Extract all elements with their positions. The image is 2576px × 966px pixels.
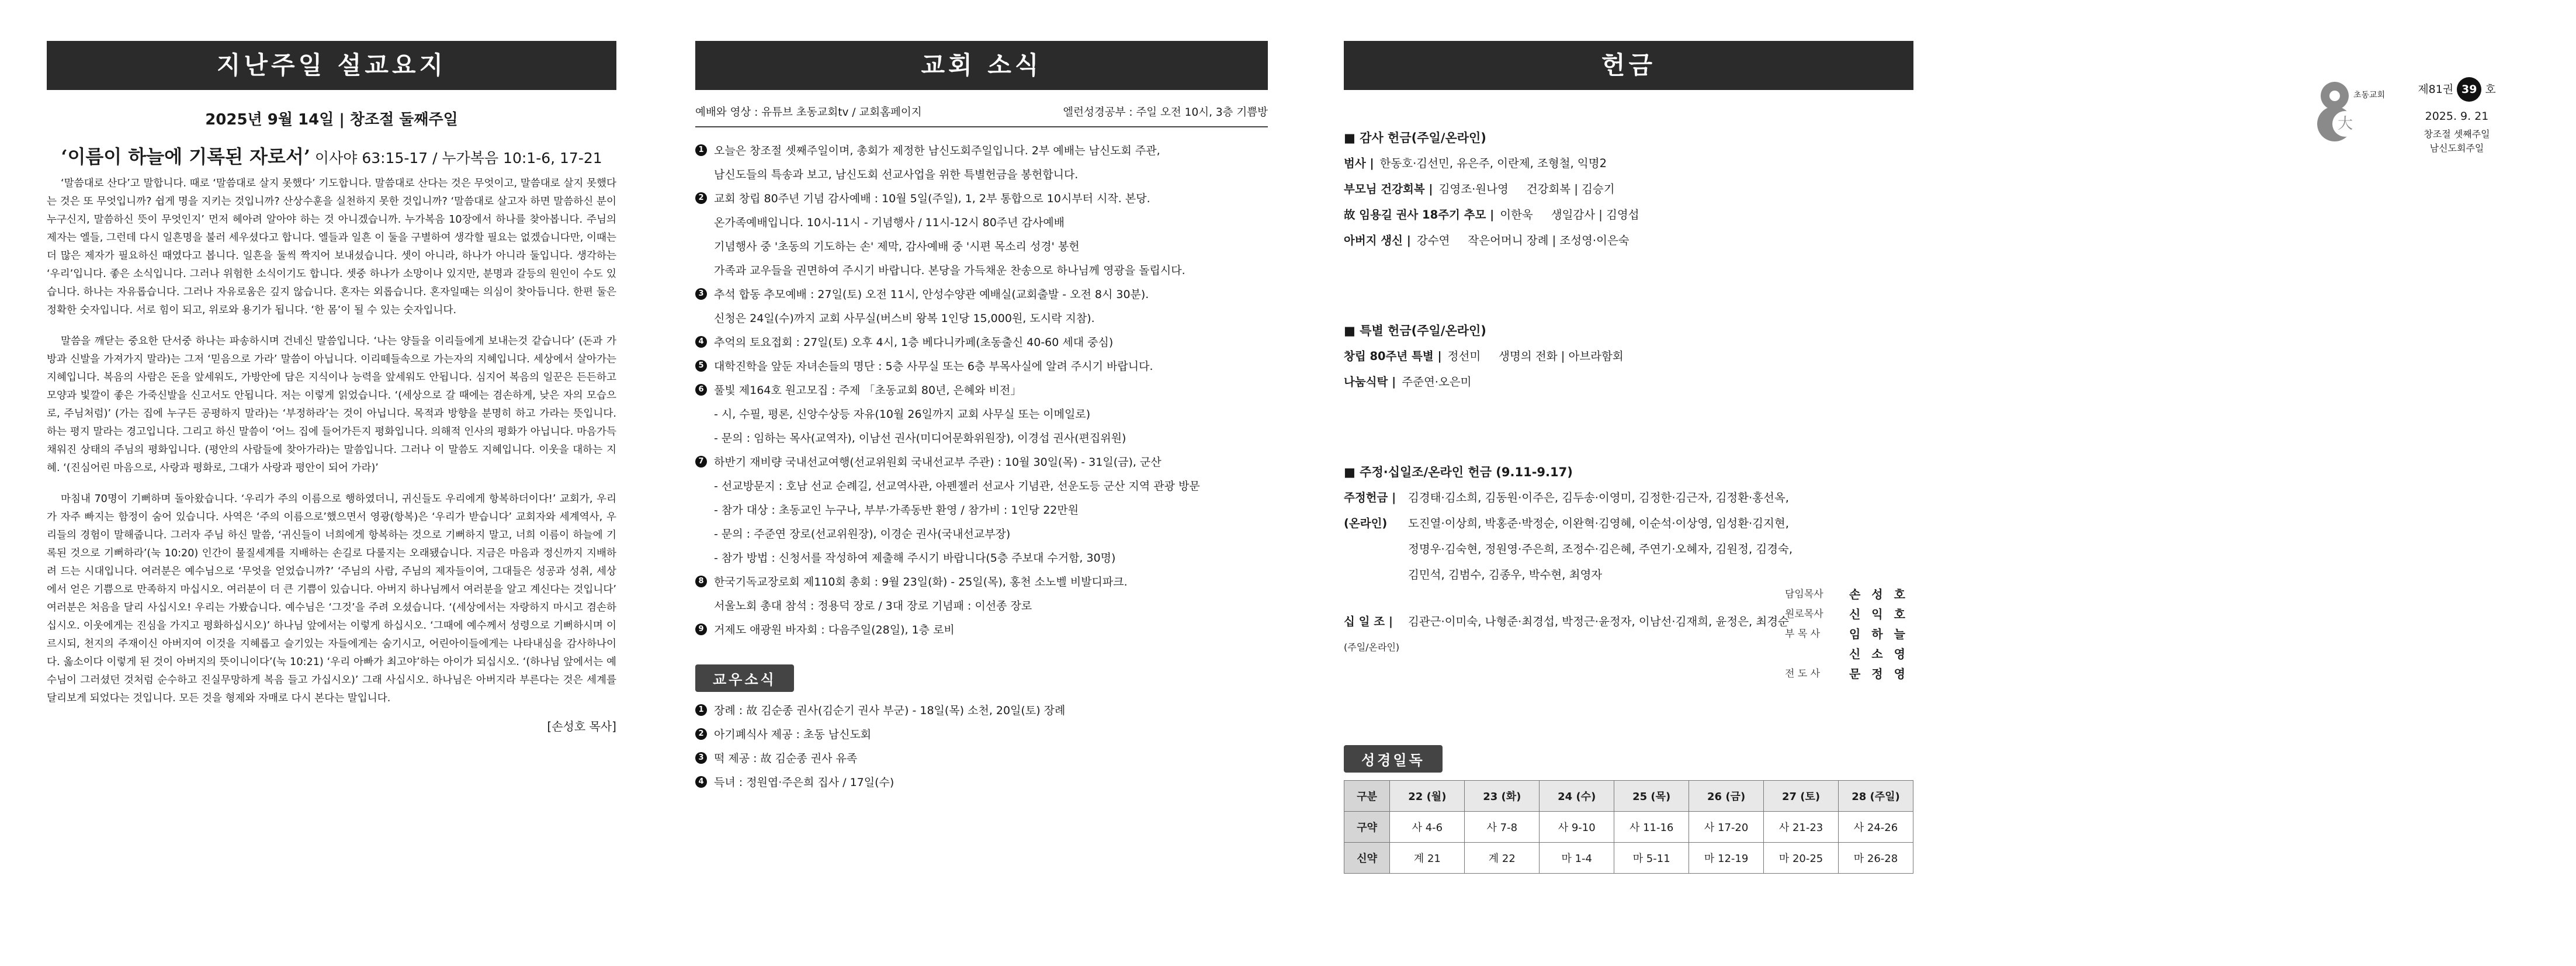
news-line: 대학진학을 앞둔 자녀손들의 명단 : 5층 사무실 또는 6층 부목사실에 알려 주시기 바랍니다.	[714, 360, 1153, 373]
news-line: 기념행사 중 '초동의 기도하는 손' 제막, 감사예배 중 '시편 목소리 성경' 봉헌	[714, 240, 1080, 253]
offering-column	[1344, 41, 1913, 953]
thanks-offering-section	[1344, 125, 1913, 254]
offering-row	[1344, 176, 1913, 202]
offering-label: 범사 |	[1344, 157, 1374, 170]
offering-names: 정선미 생명의 전화 | 아브라함회	[1447, 349, 1624, 363]
sermon-date: 2025년 9월 14일 | 창조절 둘째주일	[205, 111, 458, 129]
member-news-text: 아기폐식사 제공 : 초동 남신도회	[714, 728, 872, 741]
tithe-names: 김관근·이미숙, 나형준·최경섭, 박정근·윤정자, 이남선·김재희, 윤정은, 최경순	[1408, 615, 1789, 628]
bible-reading-row-label: 신약	[1344, 843, 1390, 874]
tithe-labels	[1344, 609, 1408, 660]
bible-reading-row	[1344, 812, 1913, 843]
offering-row	[1344, 228, 1913, 254]
news-line: - 시, 수필, 평론, 신앙수상등 자유(10월 26일까지 교회 사무실 또는 이메일로)	[714, 408, 1091, 421]
staff-role: 담임목사	[1785, 588, 1823, 600]
news-line: - 문의 : 주준연 장로(선교위원장), 이경순 권사(국내선교부장)	[714, 528, 1011, 541]
news-item	[695, 139, 1268, 187]
bible-reading-header-cell: 27 (토)	[1764, 781, 1839, 812]
volume: 제81권	[2418, 83, 2454, 96]
bible-reading-cell: 마 12-19	[1689, 843, 1764, 874]
sermon-signature: [손성호 목사]	[547, 719, 616, 733]
bible-reading-cell: 마 1-4	[1540, 843, 1614, 874]
weekly-offering-line: 정명우·김숙현, 정원영·주은희, 조정수·김은혜, 주연기·오혜자, 김원정, 김경숙,	[1408, 542, 1793, 556]
staff-row	[1785, 604, 1913, 624]
offering-names: 주준연·오은미	[1402, 375, 1472, 389]
offering-label: 창립 80주년 특별 |	[1344, 349, 1442, 363]
bible-reading-cell: 마 20-25	[1764, 843, 1839, 874]
staff-role: 부 목 사	[1785, 628, 1821, 640]
offering-row	[1344, 151, 1913, 176]
news-line: - 참가 대상 : 초동교인 누구나, 부부·가족동반 환영 / 참가비 : 1인당 22만원	[714, 504, 1079, 517]
worship-info-left: 예배와 영상 : 유튜브 초동교회tv / 교회홈페이지	[695, 106, 922, 119]
news-number-badge: 3	[695, 288, 707, 300]
bible-reading-row-label: 구약	[1344, 812, 1390, 843]
sermon-column	[47, 41, 616, 734]
bible-reading-cell: 사 4-6	[1390, 812, 1465, 843]
staff-row	[1785, 664, 1913, 684]
offering-label: 아버지 생신 |	[1344, 234, 1411, 247]
news-line: 신청은 24일(수)까지 교회 사무실(버스비 왕복 1인당 15,000원, 도시락 지참).	[714, 312, 1095, 325]
church-logo	[2308, 76, 2386, 146]
bible-reading-header-cell: 22 (월)	[1390, 781, 1465, 812]
weekly-offering-section	[1344, 459, 1913, 588]
news-list	[695, 139, 1268, 642]
staff-name: 손 성 호	[1849, 587, 1909, 601]
bible-reading-table	[1344, 780, 1913, 874]
news-item	[695, 379, 1268, 451]
staff-role	[1785, 644, 1849, 664]
news-line: 교회 창립 80주년 기념 감사예배 : 10월 5일(주일), 1, 2부 통합으로 10시부터 시작. 본당.	[714, 192, 1150, 205]
bible-reading-row	[1344, 843, 1913, 874]
bible-reading-cell: 사 11-16	[1614, 812, 1689, 843]
member-news-item	[695, 699, 1268, 723]
news-line: - 참가 방법 : 신청서를 작성하여 제출해 주시기 바랍니다(5층 주보대 수거함, 30명)	[714, 552, 1116, 565]
news-column	[695, 41, 1268, 795]
sermon-paragraph: ‘말씀대로 산다’고 말합니다. 때로 ‘말씀대로 살지 못했다’ 기도합니다. 말씀대로 산다는 것은 무엇이고, 말씀대로 살지 못했다는 것은 또 무엇입니까? 쉽게 명을 지키는 것입니까? 산상수훈을 실천하지 못한 것입니까? ‘말씀대로 살고자 하면 말씀하신 분이 누구신지, 말씀하신 뜻이 무엇인지’ 먼저 헤아려 알아야 하는 것 아니겠습니까. 누가복음 10장에서 하나를 찾아봅니다. 주님의 제자는 엘들, 그런데 다시 일흔명을 불러 세우셨다고 합니다. 엘들과 일흔 이 둘을 구별하여 생각할 필요는 없겠습니다만, 이때는 더 많은 제자가 필요하신 때였다고 봅니다. 일흔을 둘씩 짝지어 보내셨습니다. 셋이 아니라, 하나가 아니라 둘입니다. 생각하는 ‘우리’입니다. 좋은 소식입니다. 그러나 위험한 소식이기도 합니다. 셋중 하나가 소망이나 있지만, 분명과 갈등의 원인이 수도 있습니다. 하나는 자유롭습니다. 그러나 자유로움은 깊지 않습니다. 혼자는 외롭습니다. 혼자일때는 의심이 찾아듭니다. 한편 둘은 정확한 숫자입니다. 서로 힘이 되고, 위로와 용기가 됩니다. ‘한 몸’이 될 수 있는 숫자입니다.	[47, 178, 616, 316]
staff-row	[1785, 644, 1913, 664]
masthead	[2308, 41, 2530, 953]
svg-text:大: 大	[2337, 115, 2353, 133]
news-heading: 교회 소식	[695, 41, 1268, 90]
issue-number: 39	[2457, 77, 2481, 102]
bible-reading-heading-wrap	[1344, 745, 1443, 773]
staff-row	[1785, 624, 1913, 644]
news-number-badge: 1	[695, 144, 707, 156]
member-news-text: 득녀 : 정원엽·주은희 집사 / 17일(수)	[714, 776, 895, 789]
news-line: 거제도 애광원 바자회 : 다음주일(28일), 1층 로비	[714, 624, 955, 636]
special-offering-title: ■ 특별 헌금(주일/온라인)	[1344, 318, 1913, 344]
issue-suffix: 호	[2485, 83, 2496, 96]
news-line: 하반기 재비량 국내선교여행(선교위원회 국내선교부 주관) : 10월 30일(목) - 31일(금), 군산	[714, 456, 1162, 469]
church-name: 초동교회	[2353, 91, 2386, 100]
bible-reading-cell: 사 9-10	[1540, 812, 1614, 843]
news-item	[695, 355, 1268, 379]
news-number-badge: 7	[695, 456, 707, 468]
sermon-heading: 지난주일 설교요지	[47, 41, 616, 90]
bible-reading-cell: 사 21-23	[1764, 812, 1839, 843]
bible-reading-header-cell: 24 (수)	[1540, 781, 1614, 812]
bible-reading-heading: 성경일독	[1344, 745, 1443, 773]
member-news-item	[695, 771, 1268, 795]
weekly-offering-line: 김경태·김소희, 김동원·이주은, 김두송·이영미, 김정한·김근자, 김정환·홍선옥,	[1408, 491, 1789, 504]
member-news-number-badge: 1	[695, 704, 707, 716]
tithe-label: 십 일 조 |	[1344, 615, 1393, 628]
member-news-list	[695, 699, 1268, 795]
bible-reading-cell: 사 7-8	[1465, 812, 1540, 843]
offering-names: 김영조·원나영 건강회복 | 김승기	[1438, 182, 1615, 196]
sermon-paragraph: 마침내 70명이 기뻐하며 돌아왔습니다. ‘우리가 주의 이름으로 행하였더니, 귀신들도 우리에게 항복하더이다!’ 교회가, 우리가 자주 빠지는 함정이 숨어 있습니다. 사역은 ‘주의 이름으로’했으면서 영광(항복)은 ‘우리가 받습니다’ 교회자와 세계역사, 우리들의 경험이 말해줍니다. 그러자 주님 하신 말씀, ‘귀신들이 너희에게 항복하는 것으로 기뻐하지 말고, 너희 이름이 하늘에 기록된 것으로 기뻐하라’(눅 10:20) 인간이 물질세계를 지배하는 손길로 다룰지는 오래됐습니다. 지금은 마음과 정신까지 지배하려 드는 시대입니다. 여러분은 예수님으로 ‘무엇을 얻었습니까?’ ‘주님의 사람, 주님의 제자들이여, 그대들은 성공과 성취, 세상에서 얻은 기쁨으로 만족하지 마십시오. 여러분이 더 큰 기쁨이 있습니다. 아버지 하나님께서 여러분을 알고 계신다는 것입니다’ 여러분은 처음을 달리 사십시오! 우리는 가봤습니다. 예수님은 ‘그것’을 주려 오셨습니다. ‘(세상에서는 자랑하지 마시고 겸손하십시오. 이웃에게는 진심을 가지고 평화하십시오)’ 하나님 앞에서는 이렇게 하십시오. ‘그때에 예수께서 성령으로 기뻐하시며 이르시되, 천지의 주재이신 아버지여 이것을 지혜롭고 슬기있는 자들에게는 숨기시고, 어린아이들에게는 나타내심을 감사하나이다. 옳소이다 이렇게 된 것이 아버지의 뜻이니이다’(눅 10:21) ‘우리 아빠가 최고야’하는 아이가 되십시오. ‘(하나님 앞에서는 예수님이 그러셨던 것처럼 순수하고 진실무망하게 복음 들고 가십시오)’ 그래 사십시오. 하나님은 아버지라 부른다는 것은 세계를 달리보게 되었다는 것입니다. 모든 것을 형제와 자매로 다시 본다는 말입니다.	[47, 493, 616, 704]
weekly-offering-sublabel: (온라인)	[1344, 517, 1388, 530]
bible-reading-cell: 계 22	[1465, 843, 1540, 874]
weekly-offering-line: 김민석, 김범수, 김종우, 박수현, 최영자	[1408, 568, 1603, 581]
issue-number-row	[2384, 77, 2530, 102]
news-number-badge: 2	[695, 192, 707, 204]
weekly-offering-names	[1408, 485, 1913, 588]
offering-row	[1344, 202, 1913, 228]
news-line: - 선교방문지 : 호남 선교 순례길, 선교역사관, 아펜젤러 선교사 기념관, 선운도등 군산 지역 관광 방문	[714, 480, 1200, 493]
thanks-offering-title: ■ 감사 헌금(주일/온라인)	[1344, 125, 1913, 151]
sermon-paragraph: 말씀을 깨닫는 중요한 단서중 하나는 파송하시며 건네신 말씀입니다. ‘나는 양들을 이리들에게 보내는것 같습니다’ (돈과 가방과 신발을 가져가지 말라)는 그저 ‘믿음으로 가라’ 말씀이 아닙니다. 이리떼들속으로 가는자의 지혜입니다. 세상에서 살아가는 지혜입니다. 복음의 사람은 돈을 앞세워도, 가방안에 담은 지식이나 능력을 앞세워도 안됩니다. 심지어 복음의 일꾼은 든든하고 모양과 빛깔이 좋은 가죽신발을 신고서도 안됩니다. 저는 이렇게 읽었습니다. ‘(세상으로 갈 때에는 겸손하게, 낮은 자의 모습으로, 주님처럼)’ (가는 집에 누구든 공평하지 말라)는 ‘부정하라’는 것이 아닙니다. 목적과 방향을 분명히 하고 가라는 뜻입니다. 하는 평지 말라는 경고입니다. 그리고 하신 말씀이 ‘어느 집에 들어가든지 평화입니다. 의해적 인사의 평화가 아닙니다. 마음가득 채워진 상태의 주님의 평화입니다. (평안의 사람들에 찾아가라)는 말씀입니다. 그러나 이 말씀도 지혜입니다. 이웃을 대하는 지혜. ‘(진심어린 마음으로, 사랑과 평화로, 그대가 사랑과 평안이 되어 가라)’	[47, 335, 616, 474]
bible-reading-header-cell: 26 (금)	[1689, 781, 1764, 812]
bible-reading-cell: 마 5-11	[1614, 843, 1689, 874]
offering-row	[1344, 369, 1913, 395]
news-line: 추억의 토요접회 : 27일(토) 오후 4시, 1층 베다니카페(초동출신 40-60 세대 중심)	[714, 336, 1114, 349]
worship-info-row	[695, 104, 1268, 127]
news-number-badge: 4	[695, 336, 707, 348]
staff-name: 문 정 영	[1849, 667, 1909, 681]
news-line: 풀빛 제164호 원고모집 : 주제 「초동교회 80년, 은혜와 비전」	[714, 384, 1022, 397]
staff-row	[1785, 584, 1913, 604]
special-offering-section	[1344, 318, 1913, 395]
news-item	[695, 283, 1268, 331]
bible-reading-header-cell: 28 (주일)	[1839, 781, 1913, 812]
news-line: 서울노회 총대 참석 : 정용덕 장로 / 3대 장로 기념패 : 이선종 장로	[714, 600, 1032, 612]
member-news-text: 장례 : 故 김순종 권사(김순기 권사 부군) - 18일(목) 소천, 20일(토) 장례	[714, 704, 1066, 717]
bible-reading-header-cell: 25 (목)	[1614, 781, 1689, 812]
tithe-sublabel: (주일/온라인)	[1344, 642, 1400, 653]
offering-label: 부모님 건강회복 |	[1344, 182, 1433, 196]
news-item	[695, 618, 1268, 642]
weekly-offering-labels	[1344, 485, 1408, 588]
sermon-scripture: 이사야 63:15-17 / 누가복음 10:1-6, 17-21	[314, 150, 602, 167]
news-line: 남신도들의 특송과 보고, 남신도회 선교사업을 위한 특별헌금을 봉헌합니다.	[714, 168, 1079, 181]
staff-role: 전 도 사	[1785, 668, 1821, 680]
member-news-number-badge: 3	[695, 752, 707, 764]
bible-reading-cell: 계 21	[1390, 843, 1465, 874]
sermon-title-line	[47, 142, 616, 169]
news-line: 한국기독교장로회 제110회 총회 : 9월 23일(화) - 25일(목), 홍천 소노벨 비발디파크.	[714, 576, 1128, 588]
member-news-number-badge: 4	[695, 776, 707, 788]
news-line: 추석 합동 추모예배 : 27일(토) 오전 11시, 안성수양관 예배실(교회출발 - 오전 8시 30분).	[714, 288, 1149, 301]
staff-name: 임 하 늘	[1849, 627, 1909, 641]
member-news-heading: 교우소식	[695, 664, 794, 692]
weekly-offering-line: 도진열·이상희, 박홍준·박정순, 이완혁·김영혜, 이순석·이상영, 임성환·김지현,	[1408, 517, 1789, 530]
offering-names: 강수연 작은어머니 장례 | 조성영·이은숙	[1416, 234, 1629, 247]
weekly-offering-row	[1344, 485, 1913, 588]
news-line: - 문의 : 임하는 목사(교역자), 이남선 권사(미디어문화위원장), 이경섭 권사(편집위원)	[714, 432, 1126, 445]
weekly-offering-label: 주정헌금 |	[1344, 491, 1396, 504]
bible-reading-cell: 마 26-28	[1839, 843, 1913, 874]
member-news-number-badge: 2	[695, 728, 707, 740]
offering-heading: 헌금	[1344, 41, 1913, 90]
issue-line1: 창조절 셋째주일	[2424, 129, 2490, 140]
news-item	[695, 570, 1268, 618]
offering-label: 故 임용길 권사 18주기 추모 |	[1344, 208, 1495, 221]
news-number-badge: 5	[695, 360, 707, 372]
bible-reading-header-row	[1344, 781, 1913, 812]
news-number-badge: 9	[695, 624, 707, 635]
staff-name: 신 소 영	[1849, 647, 1909, 661]
news-number-badge: 8	[695, 576, 707, 587]
offering-label: 나눔식탁 |	[1344, 375, 1396, 389]
news-line: 오늘은 창조절 셋째주일이며, 총회가 제정한 남신도회주일입니다. 2부 예배는 남신도회 주관,	[714, 144, 1160, 157]
issue-date: 2025. 9. 21	[2425, 110, 2489, 123]
news-number-badge: 6	[695, 384, 707, 396]
weekly-offering-title: ■ 주정·십일조/온라인 헌금 (9.11-9.17)	[1344, 459, 1913, 485]
news-item	[695, 187, 1268, 283]
member-news-item	[695, 747, 1268, 771]
offering-row	[1344, 344, 1913, 369]
news-line: 온가족예배입니다. 10시-11시 - 기념행사 / 11시-12시 80주년 감사예배	[714, 216, 1065, 229]
issue-info	[2384, 77, 2530, 155]
staff-name: 신 익 호	[1849, 607, 1909, 621]
church-logo-icon	[2308, 76, 2378, 146]
offering-names: 한동호·김선민, 유은주, 이란제, 조형철, 익명2	[1379, 157, 1607, 170]
sermon-title: ‘이름이 하늘에 기록된 자로서’	[61, 146, 310, 168]
news-item	[695, 451, 1268, 570]
news-item	[695, 331, 1268, 355]
member-news-item	[695, 723, 1268, 747]
offering-names: 이한욱 생일감사 | 김영섭	[1500, 208, 1639, 221]
sermon-body	[47, 175, 616, 708]
news-line: 가족과 교우들을 권면하여 주시기 바랍니다. 본당을 가득채운 찬송으로 하나님께 영광을 돌립시다.	[714, 264, 1185, 277]
issue-line2: 남신도회주일	[2429, 143, 2484, 154]
bible-reading-header-cell: 구분	[1344, 781, 1390, 812]
bible-reading-cell: 사 17-20	[1689, 812, 1764, 843]
staff-role: 원로목사	[1785, 608, 1823, 620]
member-news-text: 떡 제공 : 故 김순종 권사 유족	[714, 752, 858, 765]
worship-info-right: 엘런성경공부 : 주일 오전 10시, 3층 기쁨방	[1063, 106, 1268, 119]
pastoral-staff-list	[1785, 584, 1913, 684]
bible-reading-cell: 사 24-26	[1839, 812, 1913, 843]
bible-reading-header-cell: 23 (화)	[1465, 781, 1540, 812]
